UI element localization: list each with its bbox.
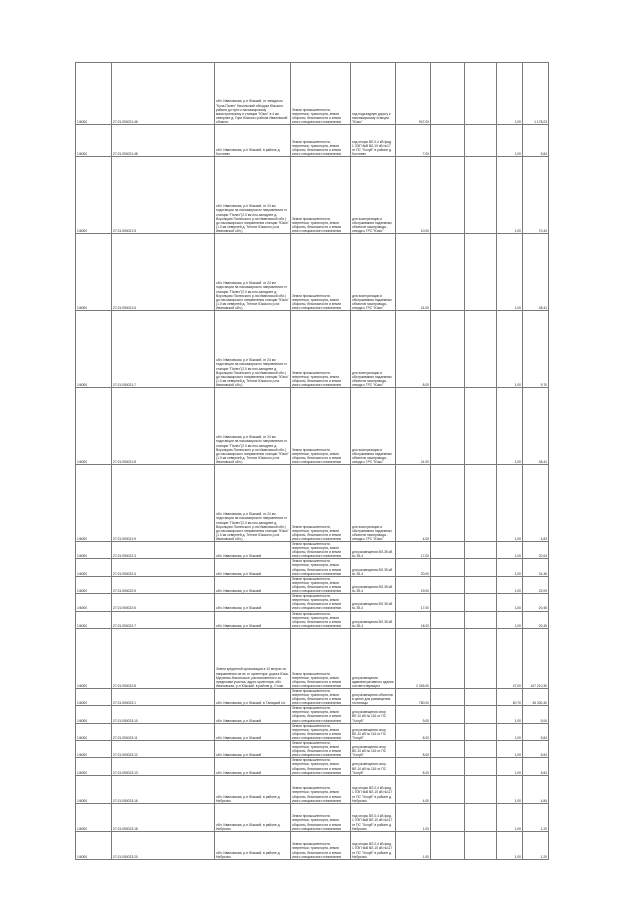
row-number: 1/6000 — [76, 611, 112, 628]
area-cell: 8.00 — [396, 723, 431, 740]
amount-cell: 5,84 — [523, 758, 549, 775]
column-7-cell — [431, 157, 465, 234]
permitted-use-cell: для размещения ВЛ-35 кВ № 35-4 — [351, 594, 396, 611]
address-cell: обл. Ивановская, р-н Южский, от западного "Куча-Палех" Никольский обходом Южского района до пути к пассажирскому магистральному и станции "Юзко" в 4 км севернее д. Гори Южского района Ивановской области — [215, 63, 291, 125]
cadastral-number: 27:21:050023:1 — [112, 688, 215, 705]
column-7-cell — [431, 831, 465, 859]
land-category-cell: Земли промышленности, энергетики, транспорта, земли обороны, безопасности и земли иного специального назначения — [291, 388, 351, 465]
column-7-cell — [431, 723, 465, 740]
address-cell: обл. Ивановская, р-н Южский, от 24 км подстанции на пассажирского направления от станции "Палех"(2.0 км юго-западнее д. Воронцово Палехского р-на Ивановской обл.) до пассажирского направления станции "Юзко" (1.0 км северней д. Теплое Южского р-на Ивановской обл.) — [215, 388, 291, 465]
table-row — [76, 125, 549, 157]
area-cell: 947.00 — [396, 63, 431, 125]
column-7-cell — [431, 706, 465, 723]
column-7-cell — [431, 803, 465, 831]
row-number: 1/6000 — [76, 803, 112, 831]
amount-cell: 107 210,30 — [523, 628, 549, 688]
rate-cell: 47,00 — [497, 628, 523, 688]
permitted-use-cell: для размещения опор ВЛ-10 кВ № 116 от ПС "Холуй" — [351, 758, 396, 775]
table-row — [76, 803, 549, 831]
column-8-cell — [465, 594, 497, 611]
amount-cell: 22,09 — [523, 576, 549, 593]
permitted-use-cell: для эксплуатации и обслуживания надземных объектов газопровода - отвода к ГРС "Юзко" — [351, 465, 396, 542]
address-cell: обл. Ивановская, р-н Южский, в районе д. Костяево — [215, 125, 291, 157]
row-number: 1/6000 — [76, 758, 112, 775]
column-7-cell — [431, 611, 465, 628]
amount-cell: 5,84 — [523, 125, 549, 157]
land-category-cell: Земли промышленности, энергетики, транспорта, земли обороны, безопасности и земли иного специального назначения — [291, 157, 351, 234]
land-category-cell: Земли промышленности, энергетики, транспорта, земли обороны, безопасности и земли иного специального назначения — [291, 706, 351, 723]
amount-cell: 45 330,40 — [523, 688, 549, 705]
amount-cell: 5,84 — [523, 723, 549, 740]
row-number: 1/6000 — [76, 723, 112, 740]
cadastral-number: 27:21:050022:7 — [112, 611, 215, 628]
column-8-cell — [465, 803, 497, 831]
rate-cell: 1,00 — [497, 594, 523, 611]
cadastral-number: 27:21:050021:48 — [112, 125, 215, 157]
cadastral-number: 27:21:050021:8 — [112, 388, 215, 465]
column-8-cell — [465, 465, 497, 542]
area-cell: 20.00 — [396, 559, 431, 576]
permitted-use-cell: для эксплуатации и обслуживания надземных объектов газопровода - отвода к ГРС "Юзко" — [351, 388, 396, 465]
permitted-use-cell: для размещения ВЛ-35 кВ № 35-4 — [351, 542, 396, 559]
amount-cell: 4,83 — [523, 465, 549, 542]
cadastral-number: 27:21:050021:6 — [112, 234, 215, 311]
address-cell: обл. Ивановская, р-н Южский, в районе д. Нибусово — [215, 831, 291, 859]
land-category-cell: Земли промышленности, энергетики, транспорта, земли обороны, безопасности и земли иного специального назначения — [291, 741, 351, 758]
column-7-cell — [431, 465, 465, 542]
cadastral-number: 27:21:050023:12 — [112, 741, 215, 758]
row-number: 1/6000 — [76, 388, 112, 465]
rate-cell: 1,00 — [497, 465, 523, 542]
table-row — [76, 723, 549, 740]
table-row — [76, 465, 549, 542]
amount-cell: 1,20 — [523, 803, 549, 831]
rate-cell: 1,00 — [497, 706, 523, 723]
address-cell: обл. Ивановская, р-н Южский — [215, 611, 291, 628]
column-8-cell — [465, 559, 497, 576]
cadastral-number: 27:21:050022:4 — [112, 559, 215, 576]
amount-cell: 5,84 — [523, 741, 549, 758]
permitted-use-cell: для эксплуатации и обслуживания надземных объектов газопровода - отвода к ГРС "Юзко" — [351, 157, 396, 234]
table-row — [76, 234, 549, 311]
permitted-use-cell: для размещения ВЛ-35 кВ № 35-4 — [351, 576, 396, 593]
land-register-sheet — [75, 62, 548, 892]
table-row — [76, 559, 549, 576]
cadastral-number: 27:21:050022:6 — [112, 594, 215, 611]
column-8-cell — [465, 388, 497, 465]
table-row — [76, 611, 549, 628]
amount-cell: 1 178,03 — [523, 63, 549, 125]
amount-cell: 9,70 — [523, 311, 549, 388]
permitted-use-cell: под опоры ВЛ-0,4 кВ фид. 1 ЛЭП 6кВ ВЛ-10 кВ №117 от ПС "Холуй" в районе д. Нибусово — [351, 803, 396, 831]
rate-cell: 1,00 — [497, 576, 523, 593]
address-cell: Земли кредитной организации в 10 метрах по направлению на юг от ориентира: дорога Южа-Мугреево-Никольское; расположенного за пределами участка, адрес ориентира: обл. Ивановская, р-н Южский, в районе д. Стоян — [215, 628, 291, 688]
column-7-cell — [431, 576, 465, 593]
table-row — [76, 741, 549, 758]
permitted-use-cell: для эксплуатации и обслуживания надземных объектов газопровода - отвода к ГРС "Юзко" — [351, 311, 396, 388]
cadastral-number: 27:21:050023:20 — [112, 831, 215, 859]
land-category-cell: Земли промышленности, энергетики, транспорта, земли обороны, безопасности и земли иного специального назначения — [291, 723, 351, 740]
area-cell: 41.00 — [396, 234, 431, 311]
permitted-use-cell: под опоры ВЛ-0,4 кВ фид. 1 ЛЭП 6кВ ВЛ-10 кВ №117 от ПС "Холуй" в районе д. Нибусово — [351, 775, 396, 803]
column-7-cell — [431, 542, 465, 559]
cadastral-number: 27:21:050022:3 — [112, 542, 215, 559]
cadastral-number: 27:21:050022:8 — [112, 628, 215, 688]
address-cell: обл. Ивановская, р-н Южский, от 24 км подстанции на пассажирского направления от станции "Палех"(2.0 км юго-западнее д. Воронцово Палехского р-на Ивановской обл.) до пассажирского направления станции "Юзко" (1.0 км северней д. Теплое Южского р-на Ивановской обл.) — [215, 465, 291, 542]
area-cell: 9.00 — [396, 706, 431, 723]
amount-cell: 48,41 — [523, 388, 549, 465]
address-cell: обл. Ивановская, р-н Южский — [215, 542, 291, 559]
column-7-cell — [431, 628, 465, 688]
row-number: 1/6000 — [76, 831, 112, 859]
column-8-cell — [465, 125, 497, 157]
area-cell: 17.00 — [396, 542, 431, 559]
address-cell: обл. Ивановская, р-н Южский, от 24 км подстанции на пассажирского направления от станции "Палех"(2.0 км юго-западнее д. Воронцово Палехского р-на Ивановской обл.) до пассажирского направления станции "Юзко" (1.0 км северней д. Теплое Южского р-на Ивановской обл.) — [215, 234, 291, 311]
area-cell: 2 345.00 — [396, 628, 431, 688]
permitted-use-cell: для размещения административного здания соответствующего — [351, 628, 396, 688]
rate-cell: 1,00 — [497, 559, 523, 576]
address-cell: обл. Ивановская, р-н Южский — [215, 594, 291, 611]
column-7-cell — [431, 594, 465, 611]
table-row — [76, 576, 549, 593]
cadastral-number: 27:21:050023:10 — [112, 706, 215, 723]
column-8-cell — [465, 831, 497, 859]
rate-cell: 1,00 — [497, 63, 523, 125]
rate-cell: 1,00 — [497, 775, 523, 803]
row-number: 1/6000 — [76, 63, 112, 125]
permitted-use-cell: для размещения опор ВЛ-10 кВ № 116 от ПС "Холуй" — [351, 723, 396, 740]
table-row — [76, 594, 549, 611]
column-8-cell — [465, 576, 497, 593]
table-row — [76, 775, 549, 803]
column-8-cell — [465, 611, 497, 628]
row-number: 1/6000 — [76, 234, 112, 311]
table-row — [76, 542, 549, 559]
rate-cell: 1,00 — [497, 157, 523, 234]
row-number: 1/6000 — [76, 157, 112, 234]
column-7-cell — [431, 125, 465, 157]
row-number: 1/6000 — [76, 542, 112, 559]
land-category-cell: Земли промышленности, энергетики, транспорта, земли обороны, безопасности и земли иного специального назначения — [291, 234, 351, 311]
land-category-cell: Земли промышленности, энергетики, транспорта, земли обороны, безопасности и земли иного специального назначения — [291, 125, 351, 157]
cadastral-number: 27:21:050023:13 — [112, 758, 215, 775]
address-cell: обл. Ивановская, р-н Южский — [215, 723, 291, 740]
rate-cell: 1,00 — [497, 803, 523, 831]
land-category-cell: Земли промышленности, энергетики, транспорта, земли обороны, безопасности и земли иного специального назначения — [291, 611, 351, 628]
table-row — [76, 63, 549, 125]
area-cell: 17.00 — [396, 594, 431, 611]
land-category-cell: Земли промышленности, энергетики, транспорта, земли обороны, безопасности и земли иного специального назначения — [291, 559, 351, 576]
column-7-cell — [431, 63, 465, 125]
row-number: 1/6000 — [76, 688, 112, 705]
address-cell: обл. Ивановская, р-н Южский, от 24 км подстанции на пассажирского направления от станции "Палех"(2.0 км юго-западнее д. Воронцово Палехского р-на Ивановской обл.) до пассажирского направления станции "Юзко" (1.0 км северней д. Теплое Южского р-на Ивановской обл.) — [215, 157, 291, 234]
rate-cell: 1,00 — [497, 542, 523, 559]
cadastral-number: 27:21:050023:18 — [112, 803, 215, 831]
land-category-cell: Земли промышленности, энергетики, транспорта, земли обороны, безопасности и земли иного специального назначения — [291, 542, 351, 559]
area-cell: 10.00 — [396, 157, 431, 234]
permitted-use-cell: под опоры ВЛ-0,4 кВ фид. 1 ЛЭП 6кВ ВЛ-10 кВ №17 от ПС "Холуй" в районе д. Костяево — [351, 125, 396, 157]
amount-cell: 20,04 — [523, 542, 549, 559]
address-cell: обл. Ивановская, р-н Южский, в Талицкий с/с — [215, 688, 291, 705]
cadastral-number: 27:21:050022:5 — [112, 576, 215, 593]
table-row — [76, 758, 549, 775]
cadastral-number: 27:21:050021:46 — [112, 63, 215, 125]
address-cell: обл. Ивановская, р-н Южский — [215, 758, 291, 775]
rate-cell: 60,70 — [497, 688, 523, 705]
area-cell: 1.00 — [396, 831, 431, 859]
row-number: 1/6000 — [76, 576, 112, 593]
cadastral-number: 27:21:050023:16 — [112, 775, 215, 803]
rate-cell: 1,00 — [497, 311, 523, 388]
address-cell: обл. Ивановская, р-н Южский — [215, 576, 291, 593]
row-number: 1/6000 — [76, 628, 112, 688]
column-8-cell — [465, 234, 497, 311]
area-cell: 1.00 — [396, 803, 431, 831]
rate-cell: 1,00 — [497, 831, 523, 859]
column-8-cell — [465, 157, 497, 234]
address-cell: обл. Ивановская, р-н Южский — [215, 741, 291, 758]
column-8-cell — [465, 311, 497, 388]
cadastral-number: 27:21:050021:9 — [112, 465, 215, 542]
land-category-cell: Земли промышленности, энергетики, транспорта, земли обороны, безопасности и земли иного специального назначения — [291, 311, 351, 388]
area-cell: 19.00 — [396, 576, 431, 593]
table-row — [76, 831, 549, 859]
table-row — [76, 311, 549, 388]
address-cell: обл. Ивановская, р-н Южский, от 24 км подстанции на пассажирского направления от станции "Палех"(2.0 км юго-западнее д. Воронцово Палехского р-на Ивановской обл.) до пассажирского направления станции "Юзко" (1.0 км северней д. Теплое Южского р-на Ивановской обл.) — [215, 311, 291, 388]
column-8-cell — [465, 542, 497, 559]
table-row — [76, 706, 549, 723]
column-8-cell — [465, 741, 497, 758]
column-8-cell — [465, 775, 497, 803]
area-cell: 4.00 — [396, 775, 431, 803]
address-cell: обл. Ивановская, р-н Южский, в районе д. Нибусово — [215, 803, 291, 831]
column-7-cell — [431, 688, 465, 705]
amount-cell: 70,44 — [523, 157, 549, 234]
column-7-cell — [431, 234, 465, 311]
rate-cell: 1,00 — [497, 723, 523, 740]
column-8-cell — [465, 63, 497, 125]
row-number: 1/6000 — [76, 125, 112, 157]
column-8-cell — [465, 628, 497, 688]
area-cell: 4.00 — [396, 465, 431, 542]
land-category-cell: Земли промышленности, энергетики, транспорта, земли обороны, безопасности и земли иного специального назначения — [291, 831, 351, 859]
land-category-cell: Земли промышленности, энергетики, транспорта, земли обороны, безопасности и земли иного специального назначения — [291, 688, 351, 705]
land-category-cell: Земли промышленности, энергетики, транспорта, земли обороны, безопасности и земли иного специального назначения — [291, 594, 351, 611]
cadastral-number: 27:21:050021:5 — [112, 157, 215, 234]
address-cell: обл. Ивановская, р-н Южский — [215, 559, 291, 576]
rate-cell: 1,00 — [497, 388, 523, 465]
permitted-use-cell: для размещения опор ВЛ-10 кВ № 116 от ПС "Холуй" — [351, 741, 396, 758]
column-8-cell — [465, 688, 497, 705]
land-category-cell: Земли промышленности, энергетики, транспорта, земли обороны, безопасности и земли иного специального назначения — [291, 803, 351, 831]
area-cell: 8.00 — [396, 311, 431, 388]
column-8-cell — [465, 758, 497, 775]
address-cell: обл. Ивановская, р-н Южский — [215, 706, 291, 723]
amount-cell: 5,04 — [523, 706, 549, 723]
rate-cell: 1,00 — [497, 758, 523, 775]
cadastral-number: 27:21:050021:7 — [112, 311, 215, 388]
row-number: 1/6000 — [76, 741, 112, 758]
rate-cell: 1,00 — [497, 611, 523, 628]
area-cell: 7.00 — [396, 125, 431, 157]
table-row — [76, 157, 549, 234]
table-body — [76, 63, 549, 860]
permitted-use-cell: под опоры ВЛ-0,4 кВ фид. 1 ЛЭП 6кВ ВЛ-10 кВ №117 от ПС "Холуй" в районе д. Нибусово — [351, 831, 396, 859]
area-cell: 18.00 — [396, 611, 431, 628]
cadastral-number: 27:21:050023:11 — [112, 723, 215, 740]
column-7-cell — [431, 388, 465, 465]
column-7-cell — [431, 775, 465, 803]
land-category-cell: Земли промышленности, энергетики, транспорта, земли обороны, безопасности и земли иного специального назначения — [291, 758, 351, 775]
row-number: 1/6000 — [76, 311, 112, 388]
amount-cell: 48,41 — [523, 234, 549, 311]
permitted-use-cell: под подъездную дорогу к пассажирскому станции "Юзко" — [351, 63, 396, 125]
land-category-cell: Земли промышленности, энергетики, транспорта, земли обороны, безопасности и земли иного специального назначения — [291, 63, 351, 125]
row-number: 1/6000 — [76, 465, 112, 542]
address-cell: обл. Ивановская, р-н Южский, в районе д. Нибусово — [215, 775, 291, 803]
column-7-cell — [431, 311, 465, 388]
row-number: 1/6000 — [76, 706, 112, 723]
column-7-cell — [431, 741, 465, 758]
amount-cell: 20,45 — [523, 611, 549, 628]
permitted-use-cell: для размещения объектов в целях для размещения гостиницы — [351, 688, 396, 705]
land-register-table — [75, 62, 549, 860]
row-number: 1/6000 — [76, 559, 112, 576]
area-cell: 41.00 — [396, 388, 431, 465]
rate-cell: 1,00 — [497, 125, 523, 157]
rate-cell: 1,00 — [497, 741, 523, 758]
column-8-cell — [465, 706, 497, 723]
amount-cell: 1,20 — [523, 831, 549, 859]
land-category-cell: Земли промышленности, энергетики, транспорта, земли обороны, безопасности и земли иного специального назначения — [291, 465, 351, 542]
permitted-use-cell: для эксплуатации и обслуживания надземных объектов газопровода - отвода к ГРС "Юзко" — [351, 234, 396, 311]
land-category-cell: Земли промышленности, энергетики, транспорта, земли обороны, безопасности и земли иного специального назначения — [291, 628, 351, 688]
amount-cell: 20,45 — [523, 594, 549, 611]
amount-cell: 24,36 — [523, 559, 549, 576]
permitted-use-cell: для размещения ВЛ-35 кВ № 35-4 — [351, 611, 396, 628]
area-cell: 780.00 — [396, 688, 431, 705]
table-row — [76, 388, 549, 465]
column-7-cell — [431, 559, 465, 576]
column-8-cell — [465, 723, 497, 740]
land-category-cell: Земли промышленности, энергетики, транспорта, земли обороны, безопасности и земли иного специального назначения — [291, 775, 351, 803]
table-row — [76, 628, 549, 688]
permitted-use-cell: для размещения ВЛ-35 кВ № 35-4 — [351, 559, 396, 576]
table-row — [76, 688, 549, 705]
row-number: 1/6000 — [76, 775, 112, 803]
permitted-use-cell: для размещения опор ВЛ-10 кВ № 116 от ПС "Холуй" — [351, 706, 396, 723]
amount-cell: 4,84 — [523, 775, 549, 803]
rate-cell: 1,00 — [497, 234, 523, 311]
column-7-cell — [431, 758, 465, 775]
area-cell: 8.00 — [396, 741, 431, 758]
land-category-cell: Земли промышленности, энергетики, транспорта, земли обороны, безопасности и земли иного специального назначения — [291, 576, 351, 593]
area-cell: 8.00 — [396, 758, 431, 775]
row-number: 1/6000 — [76, 594, 112, 611]
